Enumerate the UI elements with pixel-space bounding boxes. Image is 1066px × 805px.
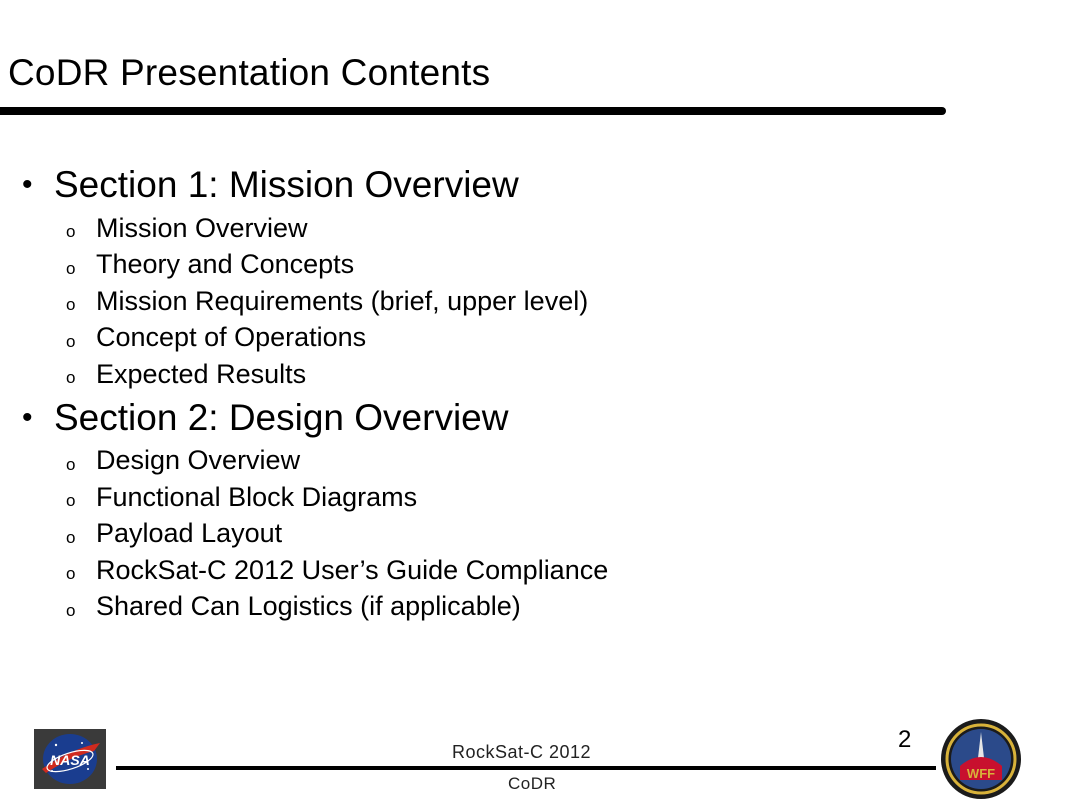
list-item-text: Expected Results: [96, 358, 307, 389]
sub-bullet: o: [66, 295, 76, 315]
list-item: [22, 443, 1022, 480]
section-heading: [22, 393, 1022, 443]
sub-bullet: o: [66, 564, 76, 584]
sub-bullet: o: [66, 454, 76, 474]
wff-logo: [940, 718, 1022, 800]
list-item-text: Functional Block Diagrams: [96, 481, 418, 512]
sub-bullet: o: [66, 258, 76, 278]
bullet: •: [22, 168, 33, 201]
list-item: [22, 247, 1022, 284]
slide-title: CoDR Presentation Contents: [8, 52, 491, 93]
footer-program: RockSat-C 2012: [452, 742, 592, 762]
list-item: [22, 356, 1022, 393]
section-items: [22, 210, 1022, 393]
list-item: [22, 320, 1022, 357]
list-item-text: Shared Can Logistics (if applicable): [96, 591, 521, 622]
sub-bullet: o: [66, 491, 76, 511]
list-item-text: Mission Overview: [96, 212, 308, 243]
contents-list: [22, 160, 1022, 625]
list-item: [22, 552, 1022, 589]
footer-review: CoDR: [508, 774, 557, 793]
list-item-text: Concept of Operations: [96, 322, 367, 353]
nasa-logo-text: NASA: [50, 752, 90, 768]
nasa-logo: [34, 729, 106, 789]
wff-logo-text: WFF: [966, 766, 996, 781]
list-item: [22, 516, 1022, 553]
sub-bullet: o: [66, 222, 76, 242]
list-item-text: Theory and Concepts: [96, 249, 355, 280]
list-item: [22, 589, 1022, 626]
list-item: [22, 210, 1022, 247]
sub-bullet: o: [66, 331, 76, 351]
list-item-text: Design Overview: [96, 445, 301, 476]
title-divider: [0, 107, 946, 115]
section-heading-text: Section 2: Design Overview: [54, 396, 509, 438]
bullet: •: [22, 400, 33, 434]
list-item: [22, 283, 1022, 320]
section-items: [22, 443, 1022, 626]
section-heading-text: Section 1: Mission Overview: [54, 164, 519, 205]
page-number: 2: [898, 726, 912, 753]
footer-divider: [116, 766, 936, 770]
list-item: [22, 479, 1022, 516]
sub-bullet: o: [66, 368, 76, 388]
list-item-text: RockSat-C 2012 User’s Guide Compliance: [96, 554, 609, 585]
section-heading: [22, 160, 1022, 210]
sub-bullet: o: [66, 527, 76, 547]
list-item-text: Payload Layout: [96, 518, 283, 549]
sub-bullet: o: [66, 600, 76, 620]
list-item-text: Mission Requirements (brief, upper level): [96, 285, 589, 316]
